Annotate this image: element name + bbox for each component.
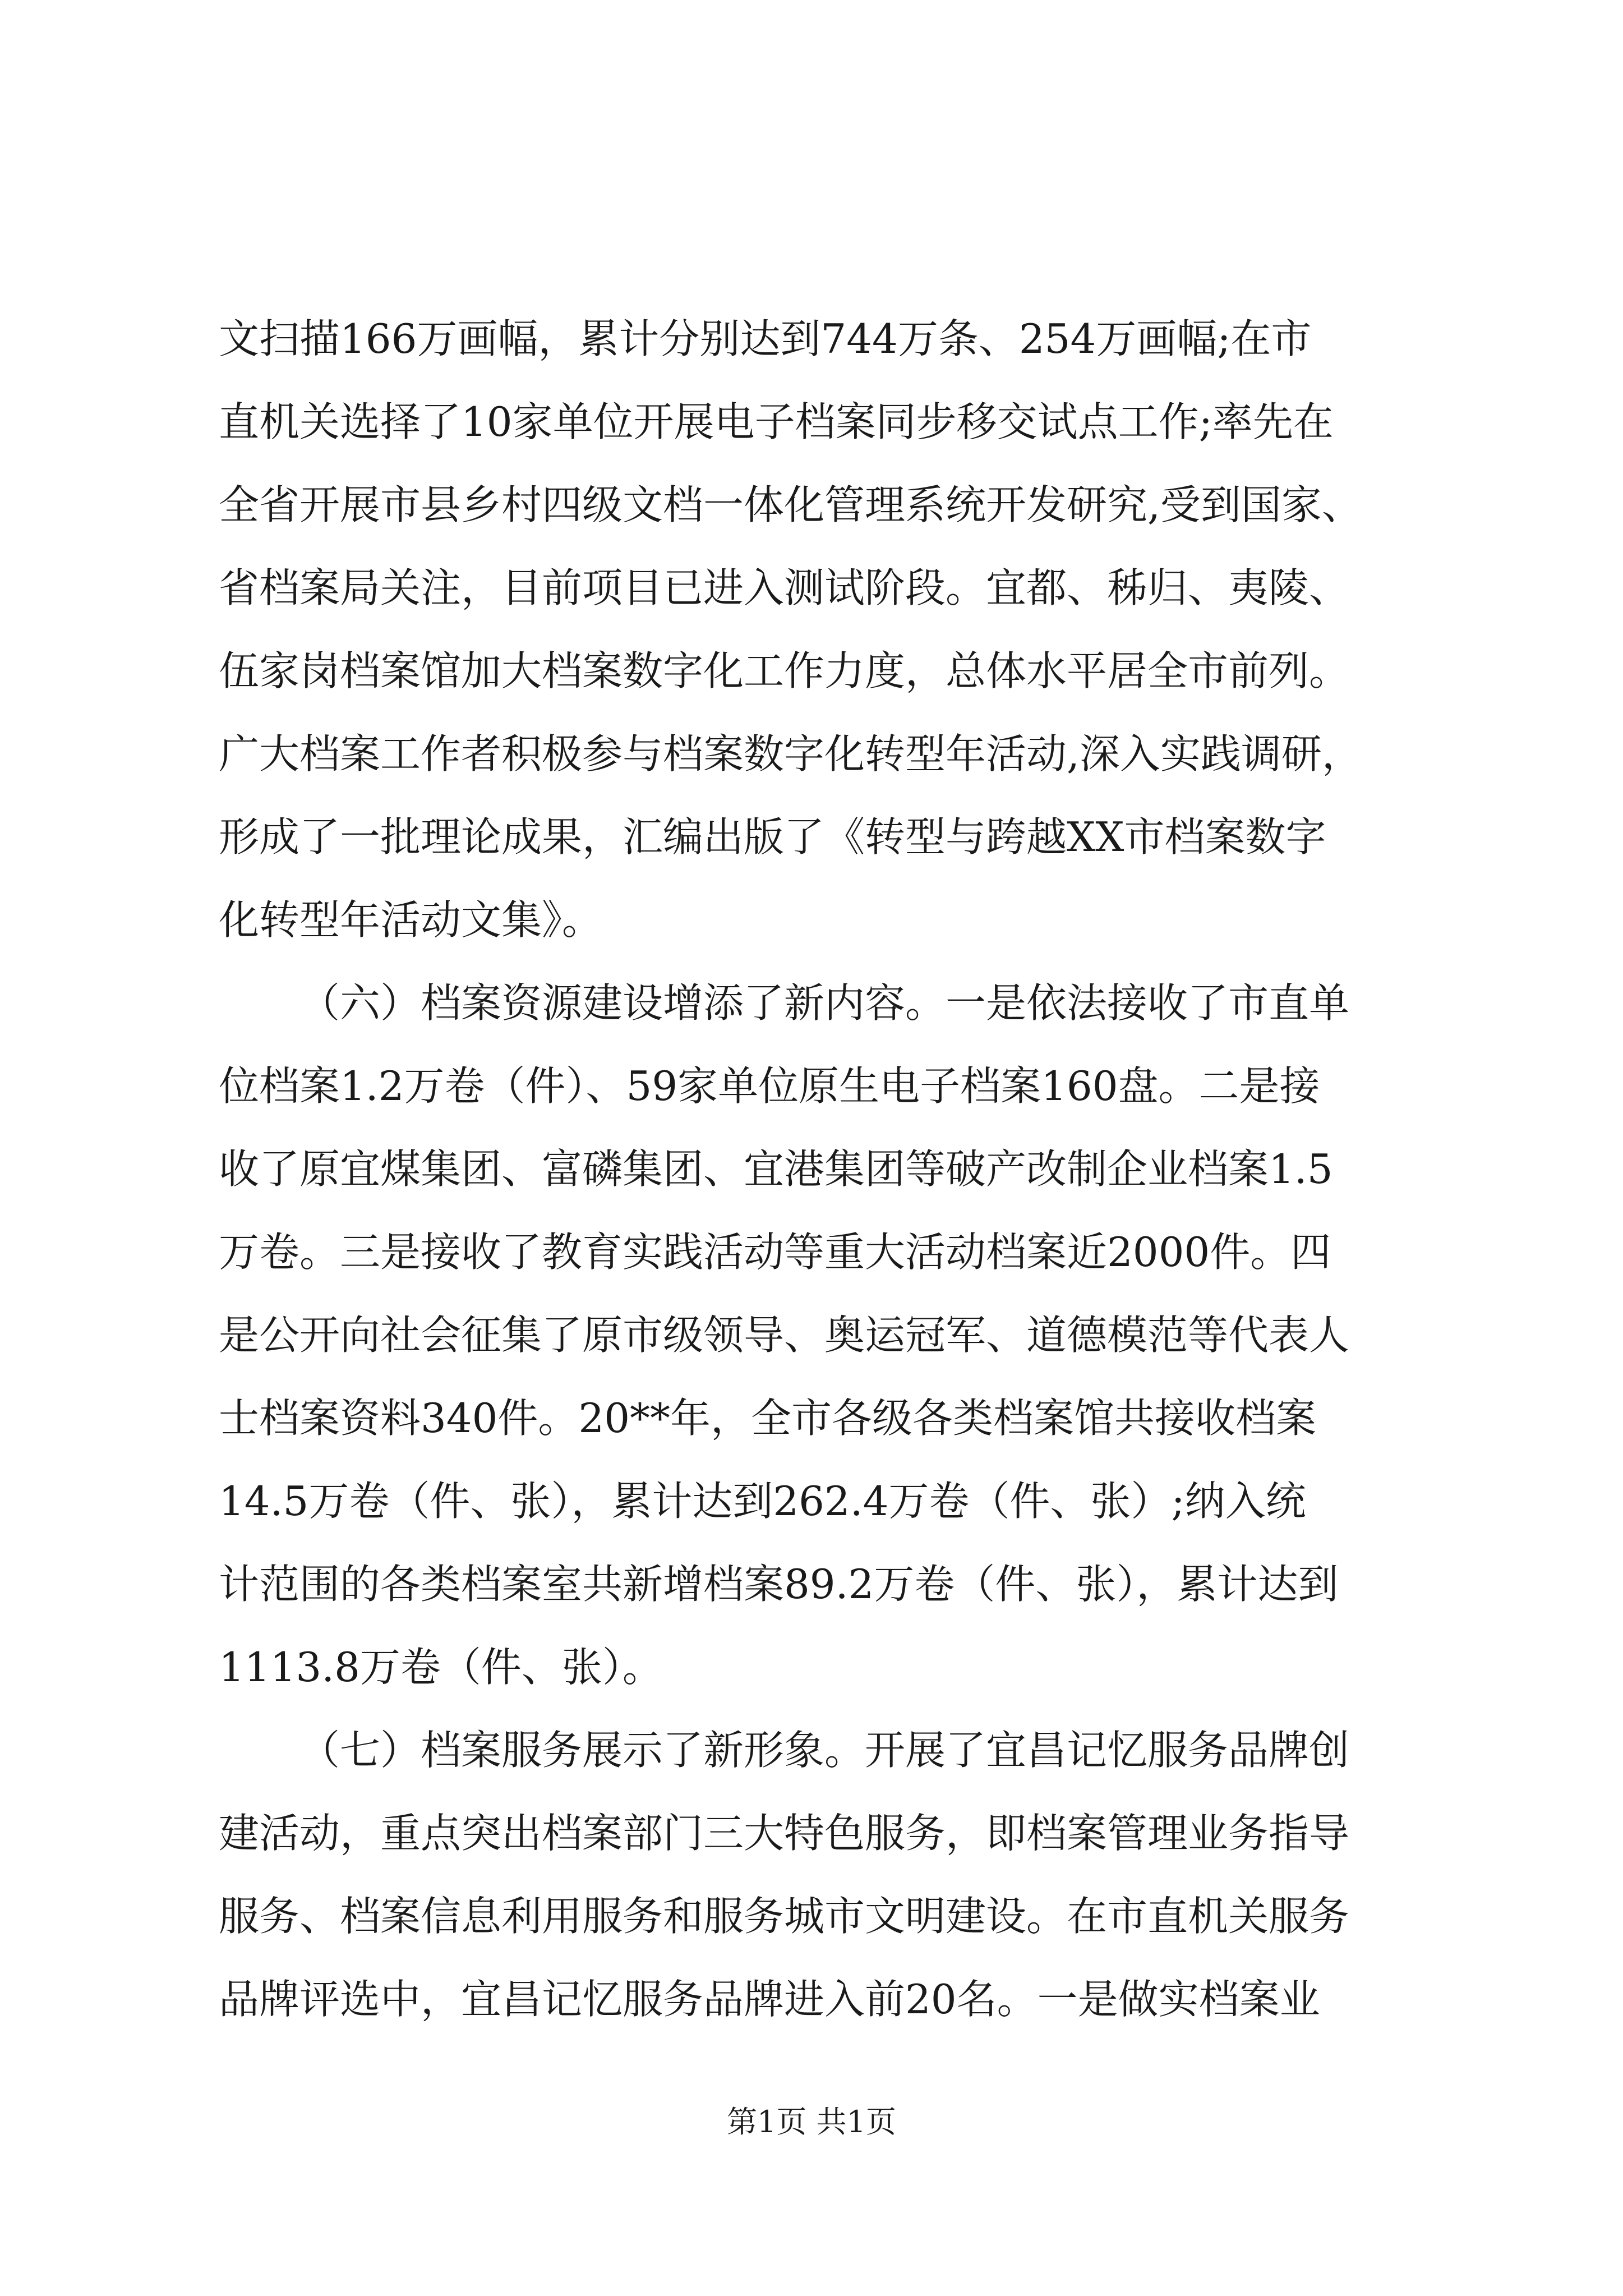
text-line: 士档案资料340件。20**年，全市各级各类档案馆共接收档案 — [219, 1395, 1317, 1442]
text-line: 收了原宜煤集团、富磷集团、宜港集团等破产改制企业档案1.5 — [219, 1145, 1333, 1193]
text-line: 万卷。三是接收了教育实践活动等重大活动档案近2000件。四 — [219, 1228, 1331, 1276]
text-line: 位档案1.2万卷（件）、59家单位原生电子档案160盘。二是接 — [219, 1062, 1320, 1110]
body-text — [219, 297, 1486, 2041]
text-line: 文扫描166万画幅，累计分别达到744万条、254万画幅;在市 — [219, 315, 1312, 362]
text-line: 全省开展市县乡村四级文档一体化管理系统开发研究,受到国家、 — [219, 481, 1362, 528]
text-line: 形成了一批理论成果，汇编出版了《转型与跨越XX市档案数字 — [219, 813, 1326, 861]
text-line: 服务、档案信息利用服务和服务城市文明建设。在市直机关服务 — [219, 1893, 1350, 1940]
page-footer: 第1页 共1页 — [727, 2104, 896, 2139]
text-line: 化转型年活动文集》。 — [219, 896, 603, 944]
text-line: 品牌评选中，宜昌记忆服务品牌进入前20名。一是做实档案业 — [219, 1976, 1320, 2023]
paragraph-heading-six: （六）档案资源建设增添了新内容。一是依法接收了市直单 — [299, 979, 1350, 1027]
text-line: 省档案局关注，目前项目已进入测试阶段。宜都、秭归、夷陵、 — [219, 564, 1350, 611]
text-line: 广大档案工作者积极参与档案数字化转型年活动,深入实践调研， — [219, 730, 1362, 777]
text-line: 伍家岗档案馆加大档案数字化工作力度，总体水平居全市前列。 — [219, 647, 1350, 694]
text-line: 是公开向社会征集了原市级领导、奥运冠军、道德模范等代表人 — [219, 1312, 1350, 1359]
text-line: 建活动，重点突出档案部门三大特色服务，即档案管理业务指导 — [219, 1810, 1350, 1857]
paragraph-heading-seven: （七）档案服务展示了新形象。开展了宜昌记忆服务品牌创 — [299, 1727, 1350, 1774]
text-line: 直机关选择了10家单位开展电子档案同步移交试点工作;率先在 — [219, 398, 1334, 445]
text-line: 1113.8万卷（件、张）。 — [219, 1644, 663, 1691]
text-line: 计范围的各类档案室共新增档案89.2万卷（件、张），累计达到 — [219, 1561, 1339, 1608]
text-line: 14.5万卷（件、张），累计达到262.4万卷（件、张）;纳入统 — [219, 1478, 1306, 1525]
